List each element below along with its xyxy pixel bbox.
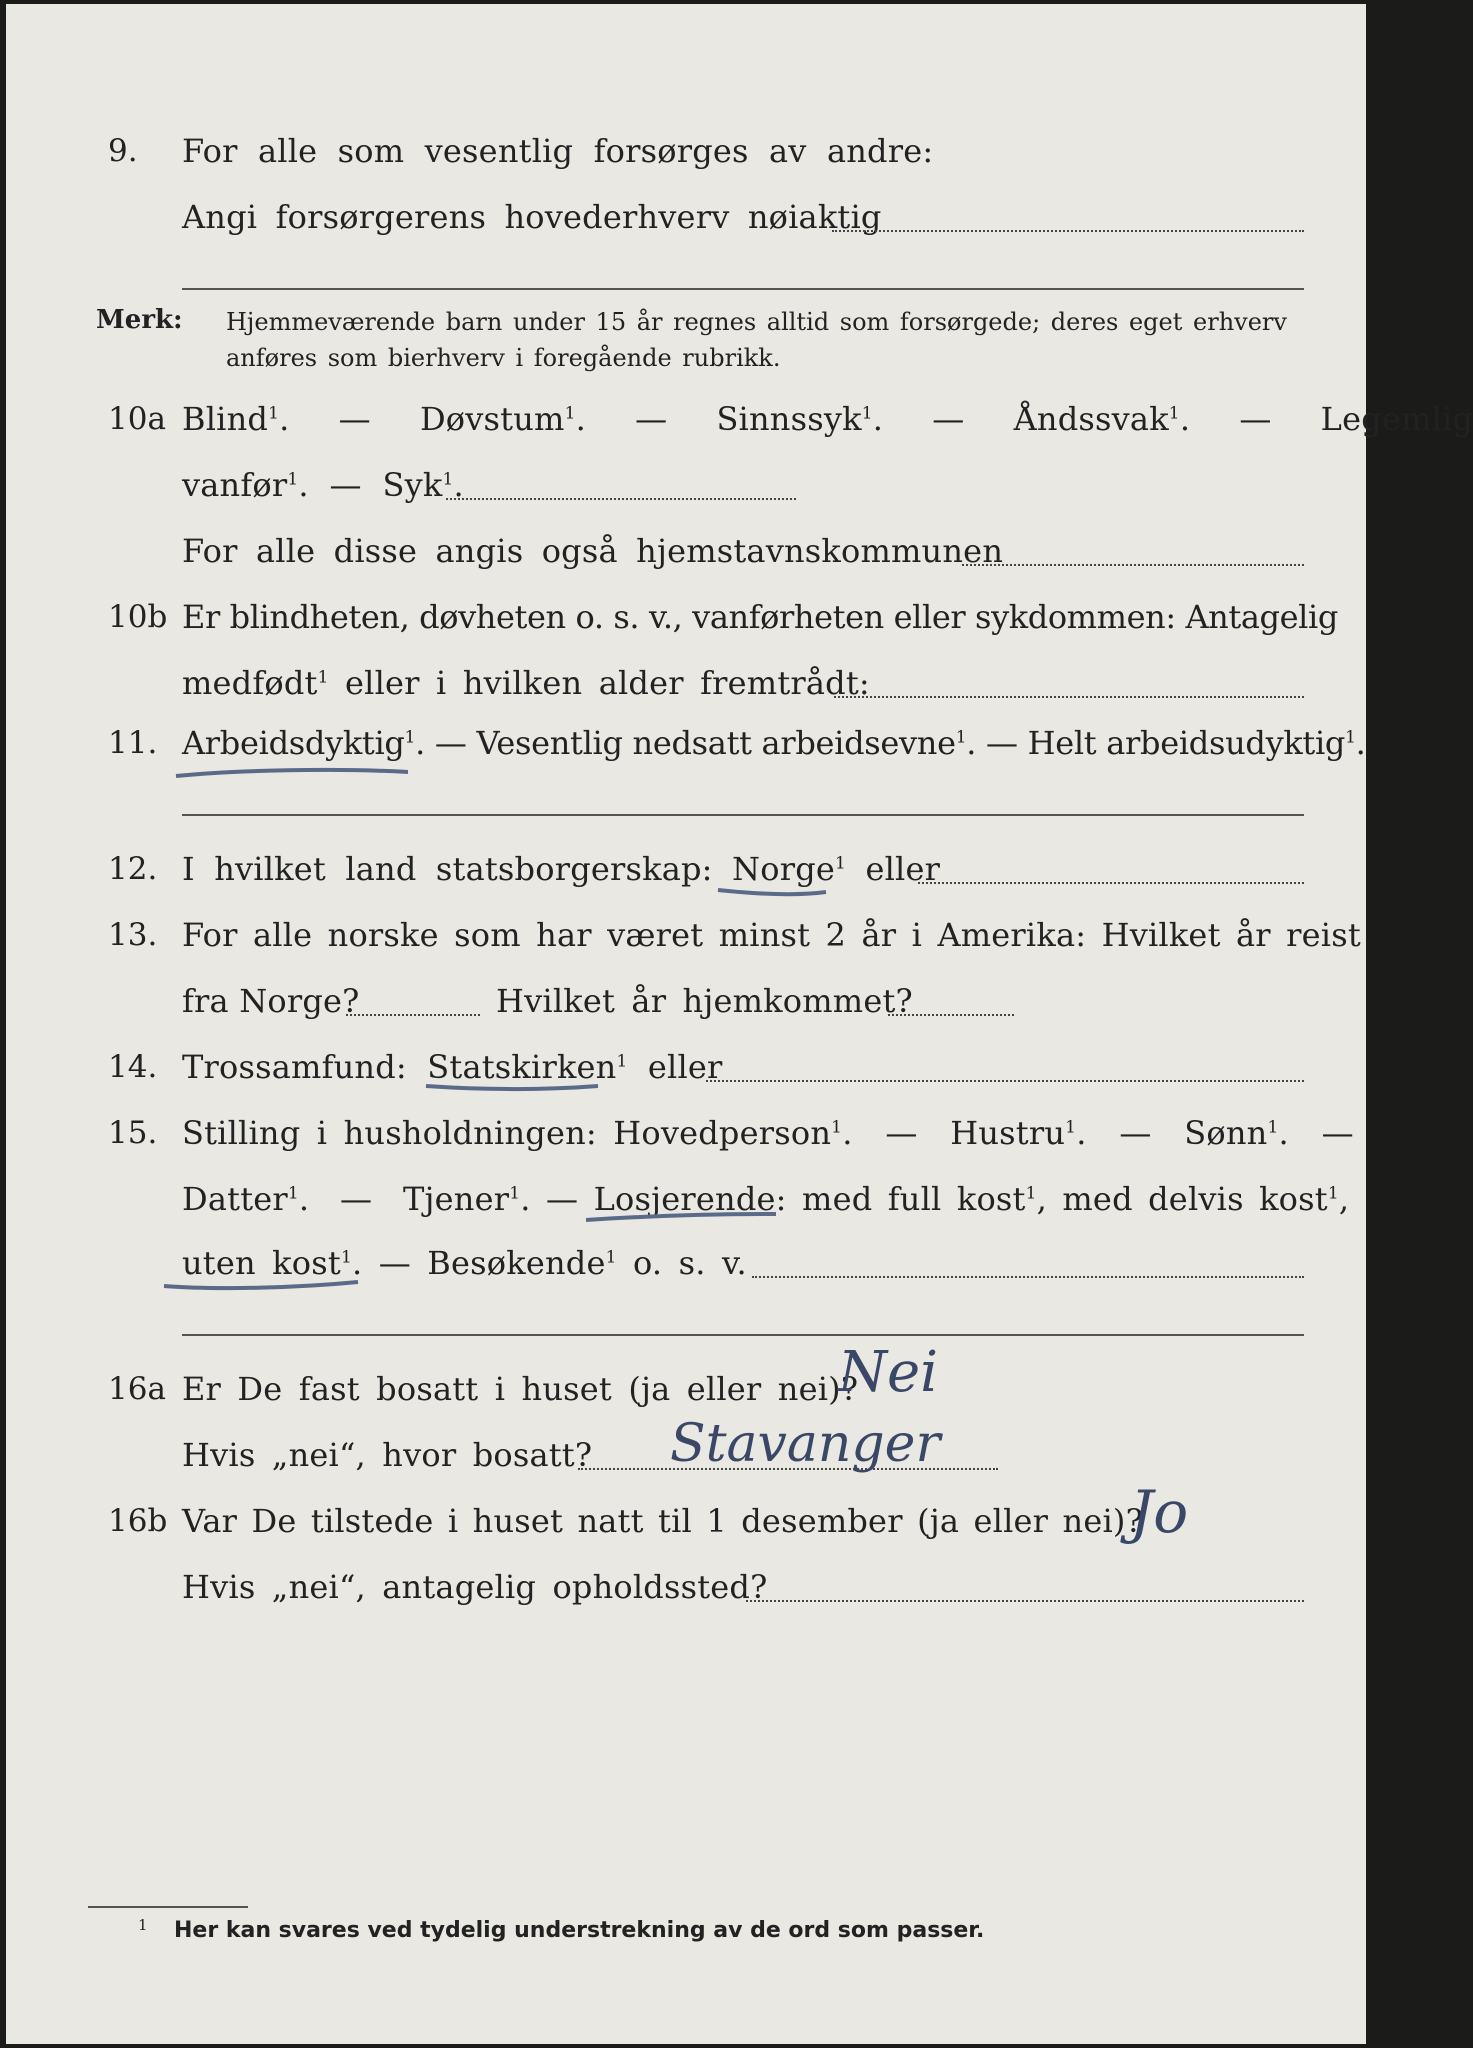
item-number: 9. [108, 133, 138, 169]
option-dovstum[interactable]: Døvstum [419, 400, 565, 438]
option-besokende[interactable]: Besøkende [427, 1244, 606, 1282]
option-losjerende[interactable]: Losjerende: [593, 1180, 787, 1218]
option-udyktig[interactable]: Helt arbeidsudyktig [1027, 724, 1346, 762]
item-text: For alle som vesentlig forsørges av andre: [182, 132, 934, 170]
item-text: uten kost$^1$. — Besøkende$^1$ o. s. v. [182, 1244, 747, 1282]
handwritten-answer[interactable]: Nei [838, 1340, 939, 1405]
footnote-mark: 1 [138, 1916, 148, 1934]
item-text: Hvis „nei“, hvor bosatt? [182, 1436, 593, 1474]
underline-norge [718, 890, 826, 894]
option-syk[interactable]: Syk [382, 466, 443, 504]
option-norge[interactable]: Norge [732, 850, 836, 888]
item-text: Hvilket år hjemkommet? [496, 982, 913, 1020]
footnote-rule [88, 1906, 248, 1908]
item-text: Arbeidsdyktig$^1$. — Vesentlig nedsatt arbeidsevne$^1$. — Helt arbeidsudyktig$^1$. [182, 724, 1366, 762]
option-uten-kost[interactable]: uten kost [182, 1244, 341, 1282]
option-tjener[interactable]: Tjener [403, 1180, 510, 1218]
item-text: Er De fast bosatt i huset (ja eller nei)? [182, 1370, 859, 1408]
option-datter[interactable]: Datter [182, 1180, 288, 1218]
underline-losjerende [586, 1214, 776, 1220]
item-text: Trossamfund: Statskirken$^1$ eller [182, 1048, 723, 1086]
item-number: 12. [108, 851, 158, 887]
item-number: 16b [108, 1503, 168, 1539]
item-text: Datter$^1$. — Tjener$^1$. — Losjerende: med full kost$^1$, med delvis kost$^1$, [182, 1180, 1350, 1218]
item-text: Angi forsørgerens hovederhverv nøiaktig [182, 198, 882, 236]
option-sonn[interactable]: Sønn [1184, 1114, 1268, 1152]
item-number: 10a [108, 401, 166, 437]
item-text: Var De tilstede i huset natt til 1 desember (ja eller nei)? [182, 1502, 1143, 1540]
note-label: Merk: [96, 305, 183, 335]
option-full-kost[interactable]: med full kost [802, 1180, 1026, 1218]
item-text: Blind$^1$. — Døvstum$^1$. — Sinnssyk$^1$. — Åndssvak$^1$. — Legemlig [182, 400, 1473, 438]
item-text: Hvis „nei“, antagelig opholdssted? [182, 1568, 768, 1606]
item-number: 15. [108, 1115, 158, 1151]
note-text: Hjemmeværende barn under 15 år regnes alltid som forsørgede; deres eget erhverv [226, 308, 1287, 336]
item-text: For alle norske som har været minst 2 år i Amerika: Hvilket år reist [182, 916, 1361, 954]
item-text: Er blindheten, døvheten o. s. v., vanførheten eller sykdommen: Antagelig [182, 598, 1338, 636]
option-hovedperson[interactable]: Hovedperson [613, 1114, 832, 1152]
item-text: I hvilket land statsborgerskap: Norge$^1$ eller [182, 850, 941, 888]
item-text: fra Norge? [182, 982, 360, 1020]
census-form-page [6, 4, 1473, 2044]
option-andssvak[interactable]: Åndssvak [1013, 400, 1169, 438]
item-number: 14. [108, 1049, 158, 1085]
option-hustru[interactable]: Hustru [950, 1114, 1066, 1152]
underline-statskirken [426, 1086, 598, 1089]
item-text: For alle disse angis også hjemstavnskommunen [182, 532, 1004, 570]
option-vanfor[interactable]: vanfør [182, 466, 288, 504]
item-text: medfødt$^1$ eller i hvilken alder fremtrådt: [182, 664, 870, 702]
item-number: 16a [108, 1371, 166, 1407]
item-number: 11. [108, 725, 158, 761]
note-text: anføres som bierhverv i foregående rubrikk. [226, 344, 781, 372]
item-number: 10b [108, 599, 168, 635]
handwritten-answer[interactable]: Stavanger [670, 1414, 941, 1474]
option-delvis-kost[interactable]: med delvis kost [1062, 1180, 1328, 1218]
option-arbeidsdyktig[interactable]: Arbeidsdyktig [182, 724, 405, 762]
option-blind[interactable]: Blind [182, 400, 269, 438]
option-sinnssyk[interactable]: Sinnssyk [716, 400, 862, 438]
underline-uten-kost [164, 1282, 358, 1288]
item-text: vanfør$^1$. — Syk$^1$. [182, 466, 464, 504]
handwritten-answer[interactable]: Jo [1130, 1478, 1189, 1546]
option-statskirken[interactable]: Statskirken [427, 1048, 617, 1086]
item-number: 13. [108, 917, 158, 953]
footnote-text: Her kan svares ved tydelig understrekning av de ord som passer. [174, 1918, 985, 1943]
underline-arbeidsdyktig [176, 770, 408, 776]
item-text: Stilling i husholdningen: Hovedperson$^1$. — Hustru$^1$. — Sønn$^1$. — [182, 1114, 1354, 1152]
selection-underlines [6, 4, 1366, 2044]
option-nedsatt[interactable]: Vesentlig nedsatt arbeidsevne [476, 724, 956, 762]
option-legemlig[interactable]: Legemlig [1320, 400, 1473, 438]
